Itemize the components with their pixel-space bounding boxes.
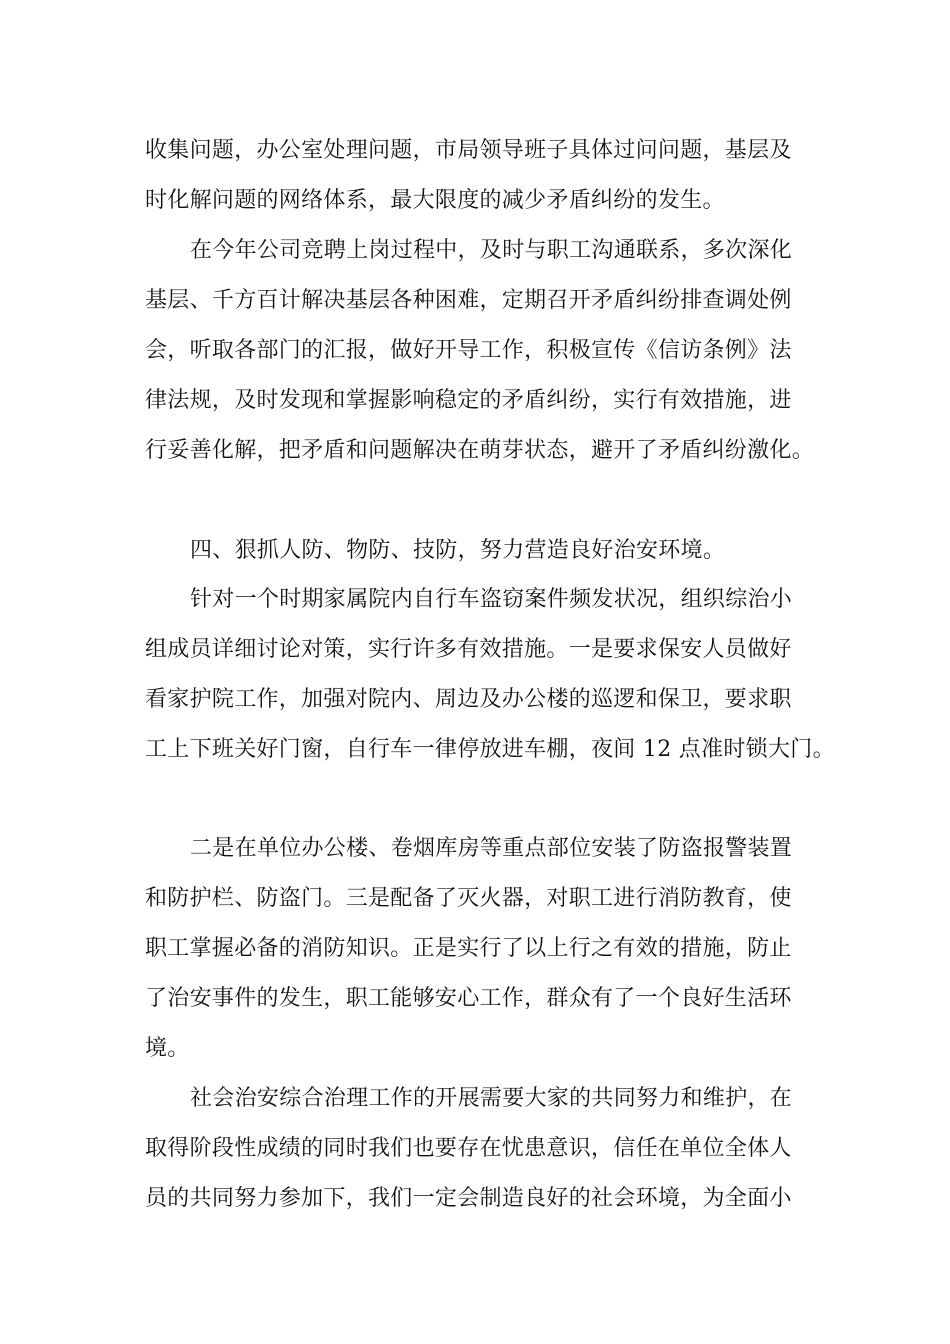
text-line: 看家护院工作，加强对院内、周边及办公楼的巡逻和保卫，要求职 (145, 687, 792, 712)
text-line: 二是在单位办公楼、卷烟库房等重点部位安装了防盗报警装置 (190, 836, 793, 861)
text-line: 社会治安综合治理工作的开展需要大家的共同努力和维护，在 (190, 1086, 793, 1111)
text-line: 了治安事件的发生，职工能够安心工作，群众有了一个良好生活环 (145, 986, 792, 1011)
text-line: 会，听取各部门的汇报，做好开导工作，积极宣传《信访条例》法 (145, 338, 792, 363)
text-line: 针对一个时期家属院内自行车盗窃案件频发状况，组织综治小 (190, 587, 793, 612)
text-line: 员的共同努力参加下，我们一定会制造良好的社会环境，为全面小 (145, 1186, 792, 1211)
text-line: 律法规，及时发现和掌握影响稳定的矛盾纠纷，实行有效措施，进 (145, 388, 792, 413)
text-line: 时化解问题的网络体系，最大限度的减少矛盾纠纷的发生。 (145, 188, 725, 213)
text-line: 组成员详细讨论对策，实行许多有效措施。一是要求保安人员做好 (145, 637, 792, 662)
text-line: 取得阶段性成绩的同时我们也要存在忧患意识，信任在单位全体人 (145, 1136, 792, 1161)
text-line: 在今年公司竞聘上岗过程中，及时与职工沟通联系，多次深化 (190, 238, 793, 263)
text-line: 境。 (145, 1036, 190, 1061)
text-line: 收集问题，办公室处理问题，市局领导班子具体过问问题，基层及 (145, 138, 792, 163)
text-line: 职工掌握必备的消防知识。正是实行了以上行之有效的措施，防止 (145, 936, 792, 961)
section-heading: 四、狠抓人防、物防、技防，努力营造良好治安环境。 (190, 538, 726, 563)
text-line: 工上下班关好门窗，自行车一律停放进车棚，夜间 12 点准时锁大门。 (145, 737, 835, 762)
text-line: 和防护栏、防盗门。三是配备了灭火器，对职工进行消防教育，使 (145, 886, 792, 911)
text-line: 基层、千方百计解决基层各种困难，定期召开矛盾纠纷排查调处例 (145, 288, 792, 313)
text-line: 行妥善化解，把矛盾和问题解决在萌芽状态，避开了矛盾纠纷激化。 (145, 438, 815, 463)
